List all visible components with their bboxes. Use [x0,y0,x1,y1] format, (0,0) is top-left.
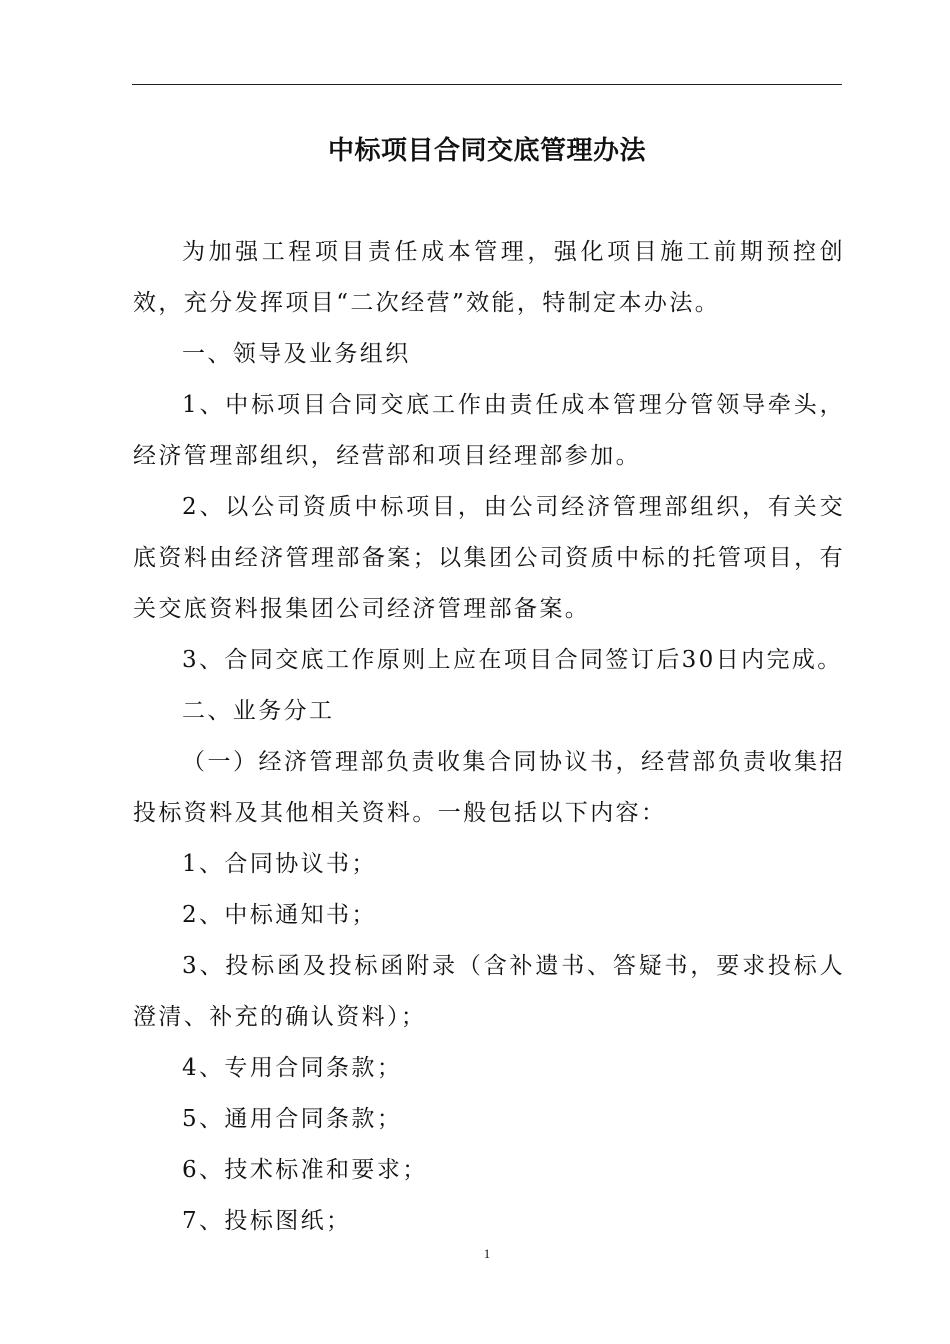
list-item: 2、以公司资质中标项目，由公司经济管理部组织，有关交底资料由经济管理部备案；以集团公司资质中标的托管项目，有关交底资料报集团公司经济管理部备案。 [133,494,845,622]
list-item: 2、中标通知书； [182,902,377,928]
list-item: 7、投标图纸； [182,1208,352,1234]
subsection-paragraph: （一）经济管理部负责收集合同协议书，经营部负责收集招投标资料及其他相关资料。一般包括以下内容： [133,749,845,826]
document-body [133,227,845,1247]
header-rule [132,84,842,85]
section-heading-division: 二、业务分工 [182,698,335,724]
page-number: 1 [483,1246,491,1261]
section-heading-leadership: 一、领导及业务组织 [182,341,411,367]
intro-paragraph: 为加强工程项目责任成本管理，强化项目施工前期预控创效，充分发挥项目“二次经营”效能，特制定本办法。 [133,239,845,316]
document-title: 中标项目合同交底管理办法 [327,136,646,166]
list-item: 3、投标函及投标函附录（含补遗书、答疑书，要求投标人澄清、补充的确认资料）； [133,953,845,1030]
list-item: 3、合同交底工作原则上应在项目合同签订后30日内完成。 [182,647,843,673]
list-item: 5、通用合同条款； [182,1106,403,1132]
list-item: 6、技术标准和要求； [182,1157,428,1183]
list-item: 4、专用合同条款； [182,1055,403,1081]
list-item: 1、合同协议书； [182,851,377,877]
list-item: 1、中标项目合同交底工作由责任成本管理分管领导牵头，经济管理部组织，经营部和项目经理部参加。 [133,392,845,469]
